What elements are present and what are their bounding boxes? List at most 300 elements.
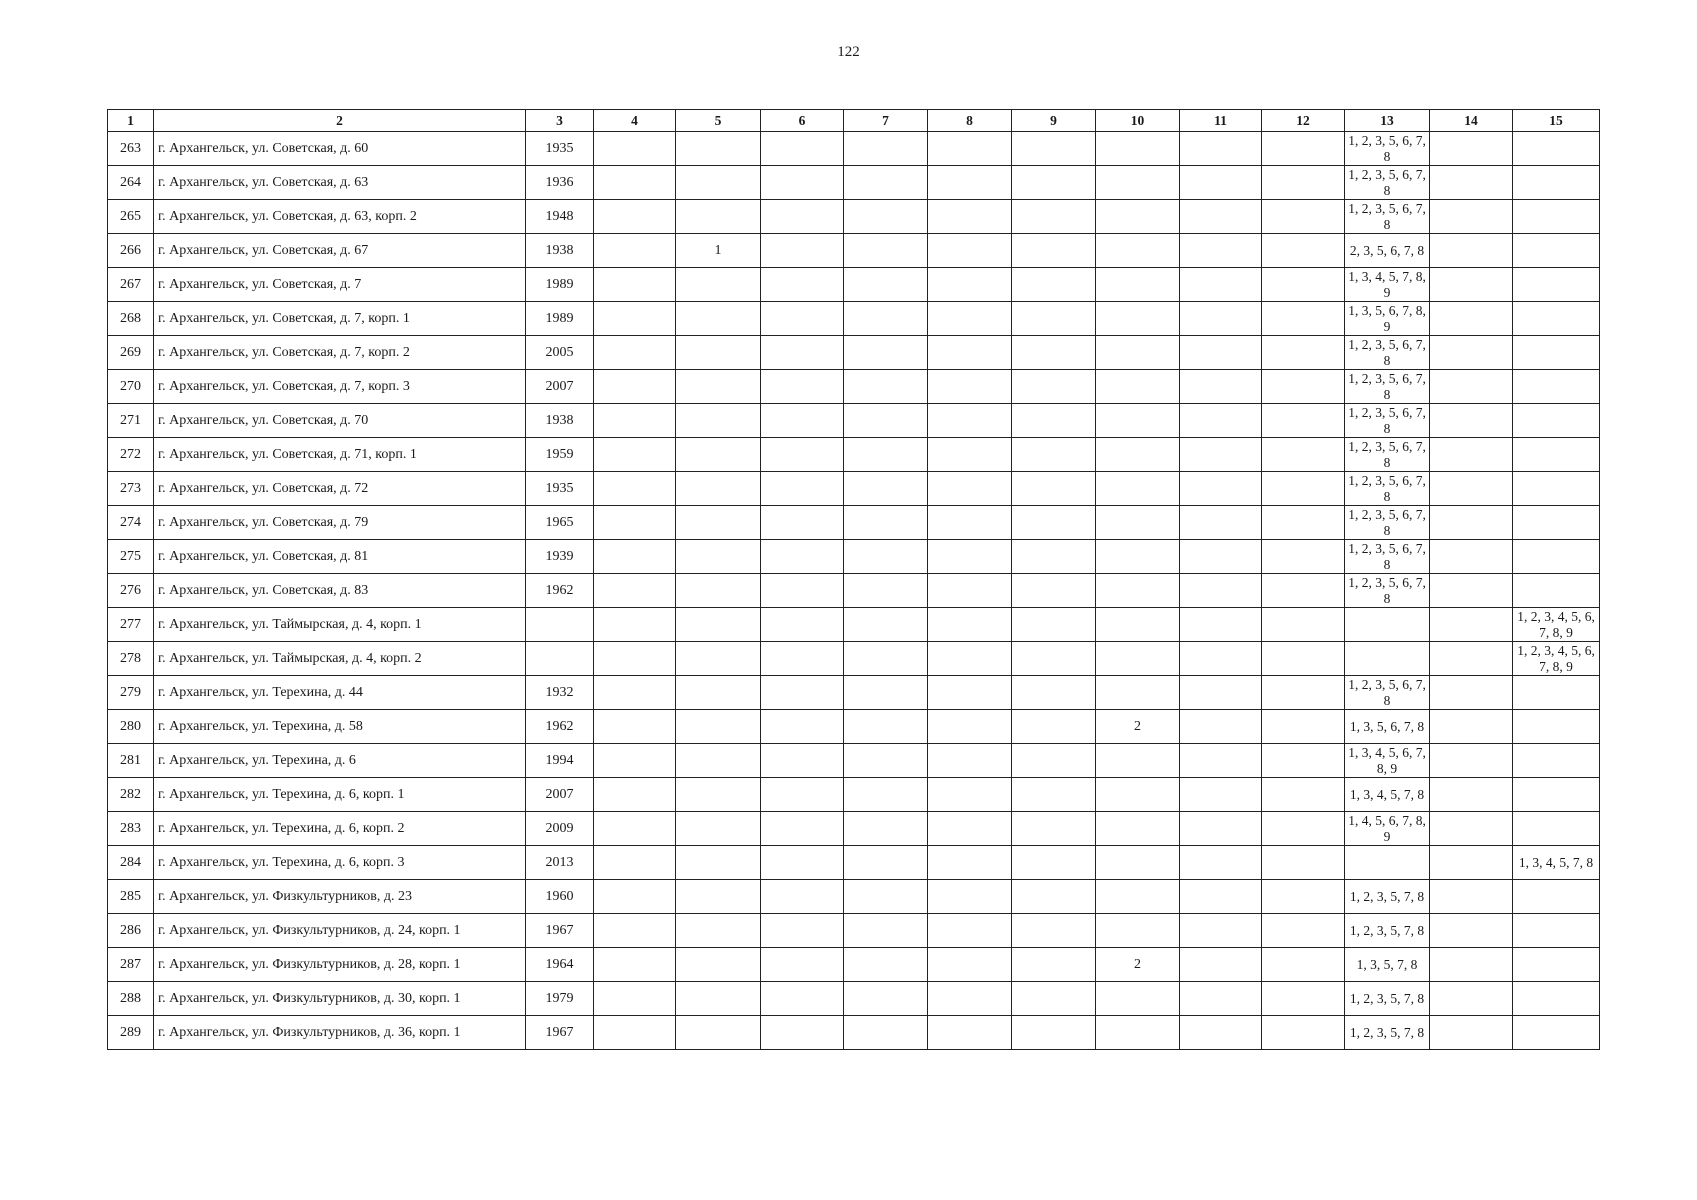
table-row	[108, 982, 1600, 1016]
address-cell: г. Архангельск, ул. Советская, д. 83	[154, 574, 526, 608]
col-14-cell	[1430, 744, 1513, 778]
row-number-cell: 281	[108, 744, 154, 778]
col-12-cell	[1262, 506, 1345, 540]
col-7-cell	[844, 302, 928, 336]
col-5-cell	[676, 166, 761, 200]
col-4-cell	[594, 948, 676, 982]
col-6-cell	[761, 234, 844, 268]
col-13-cell: 1, 3, 4, 5, 7, 8	[1345, 778, 1430, 812]
col-11-cell	[1180, 846, 1262, 880]
col-8-cell	[928, 948, 1012, 982]
year-cell: 1962	[526, 574, 594, 608]
col-7-cell	[844, 642, 928, 676]
col-8-cell	[928, 744, 1012, 778]
year-cell: 1989	[526, 302, 594, 336]
col-14-cell	[1430, 880, 1513, 914]
col-8-cell	[928, 166, 1012, 200]
col-15-cell	[1513, 472, 1600, 506]
col-8-cell	[928, 608, 1012, 642]
col-15-cell	[1513, 438, 1600, 472]
col-11-cell	[1180, 914, 1262, 948]
col-11-cell	[1180, 948, 1262, 982]
col-13-cell: 2, 3, 5, 6, 7, 8	[1345, 234, 1430, 268]
col-6-cell	[761, 982, 844, 1016]
col-7-cell	[844, 812, 928, 846]
col-5-cell	[676, 370, 761, 404]
col-10-cell	[1096, 302, 1180, 336]
table-header-row	[108, 110, 1600, 132]
col-8-cell	[928, 540, 1012, 574]
year-cell: 2005	[526, 336, 594, 370]
col-10-cell	[1096, 1016, 1180, 1050]
col-10-cell	[1096, 404, 1180, 438]
col-15-cell	[1513, 268, 1600, 302]
col-13-cell	[1345, 846, 1430, 880]
address-cell: г. Архангельск, ул. Терехина, д. 58	[154, 710, 526, 744]
col-14-cell	[1430, 676, 1513, 710]
col-11-cell	[1180, 268, 1262, 302]
col-7-cell	[844, 540, 928, 574]
col-5-cell	[676, 200, 761, 234]
col-5-cell	[676, 812, 761, 846]
col-6-cell	[761, 132, 844, 166]
col-11-cell	[1180, 880, 1262, 914]
col-12-cell	[1262, 642, 1345, 676]
col-11-cell	[1180, 574, 1262, 608]
col-5-cell	[676, 642, 761, 676]
col-4-cell	[594, 744, 676, 778]
col-10-cell	[1096, 778, 1180, 812]
row-number-cell: 269	[108, 336, 154, 370]
page-number: 122	[837, 44, 860, 60]
col-7-cell	[844, 438, 928, 472]
col-9-cell	[1012, 540, 1096, 574]
address-cell: г. Архангельск, ул. Советская, д. 71, корп. 1	[154, 438, 526, 472]
col-15-cell	[1513, 234, 1600, 268]
col-11-cell	[1180, 438, 1262, 472]
year-cell: 1938	[526, 404, 594, 438]
col-11-cell	[1180, 540, 1262, 574]
housing-register-table	[107, 109, 1600, 1050]
col-7-cell	[844, 880, 928, 914]
col-9-cell	[1012, 608, 1096, 642]
table-row	[108, 948, 1600, 982]
col-14-cell	[1430, 404, 1513, 438]
col-10-cell	[1096, 166, 1180, 200]
table-row	[108, 472, 1600, 506]
col-12-cell	[1262, 132, 1345, 166]
col-12-cell	[1262, 744, 1345, 778]
col-9-cell	[1012, 948, 1096, 982]
col-10-cell	[1096, 608, 1180, 642]
col-10-cell	[1096, 234, 1180, 268]
col-13-cell: 1, 2, 3, 5, 6, 7, 8	[1345, 336, 1430, 370]
col-10-cell	[1096, 846, 1180, 880]
col-7-cell	[844, 200, 928, 234]
col-15-cell	[1513, 132, 1600, 166]
col-5-cell	[676, 880, 761, 914]
col-13-cell: 1, 2, 3, 5, 6, 7, 8	[1345, 370, 1430, 404]
address-cell: г. Архангельск, ул. Терехина, д. 44	[154, 676, 526, 710]
column-header: 13	[1345, 110, 1430, 132]
year-cell: 1979	[526, 982, 594, 1016]
col-15-cell: 1, 2, 3, 4, 5, 6, 7, 8, 9	[1513, 642, 1600, 676]
table-row	[108, 778, 1600, 812]
col-11-cell	[1180, 744, 1262, 778]
col-4-cell	[594, 574, 676, 608]
col-10-cell	[1096, 200, 1180, 234]
year-cell: 1960	[526, 880, 594, 914]
col-10-cell	[1096, 506, 1180, 540]
col-8-cell	[928, 642, 1012, 676]
col-9-cell	[1012, 166, 1096, 200]
col-14-cell	[1430, 132, 1513, 166]
col-7-cell	[844, 166, 928, 200]
col-15-cell	[1513, 710, 1600, 744]
col-15-cell	[1513, 676, 1600, 710]
col-12-cell	[1262, 574, 1345, 608]
col-4-cell	[594, 200, 676, 234]
col-4-cell	[594, 438, 676, 472]
col-7-cell	[844, 948, 928, 982]
row-number-cell: 266	[108, 234, 154, 268]
col-8-cell	[928, 438, 1012, 472]
col-5-cell	[676, 744, 761, 778]
col-11-cell	[1180, 166, 1262, 200]
col-15-cell	[1513, 982, 1600, 1016]
table-row	[108, 370, 1600, 404]
col-7-cell	[844, 472, 928, 506]
column-header: 7	[844, 110, 928, 132]
year-cell: 1932	[526, 676, 594, 710]
col-5-cell	[676, 1016, 761, 1050]
col-12-cell	[1262, 166, 1345, 200]
row-number-cell: 263	[108, 132, 154, 166]
column-header: 11	[1180, 110, 1262, 132]
col-9-cell	[1012, 200, 1096, 234]
col-10-cell	[1096, 540, 1180, 574]
col-6-cell	[761, 302, 844, 336]
col-4-cell	[594, 710, 676, 744]
col-9-cell	[1012, 812, 1096, 846]
col-12-cell	[1262, 438, 1345, 472]
address-cell: г. Архангельск, ул. Советская, д. 79	[154, 506, 526, 540]
col-7-cell	[844, 710, 928, 744]
col-7-cell	[844, 846, 928, 880]
col-4-cell	[594, 608, 676, 642]
col-14-cell	[1430, 540, 1513, 574]
col-12-cell	[1262, 404, 1345, 438]
col-5-cell	[676, 438, 761, 472]
col-11-cell	[1180, 404, 1262, 438]
table-row	[108, 336, 1600, 370]
col-11-cell	[1180, 234, 1262, 268]
col-4-cell	[594, 982, 676, 1016]
address-cell: г. Архангельск, ул. Физкультурников, д. 30, корп. 1	[154, 982, 526, 1016]
address-cell: г. Архангельск, ул. Советская, д. 63	[154, 166, 526, 200]
col-12-cell	[1262, 812, 1345, 846]
col-15-cell	[1513, 370, 1600, 404]
address-cell: г. Архангельск, ул. Советская, д. 7, корп. 1	[154, 302, 526, 336]
col-9-cell	[1012, 472, 1096, 506]
col-14-cell	[1430, 778, 1513, 812]
table-row	[108, 642, 1600, 676]
col-6-cell	[761, 778, 844, 812]
col-5-cell	[676, 948, 761, 982]
col-8-cell	[928, 846, 1012, 880]
table-row	[108, 132, 1600, 166]
table-row	[108, 812, 1600, 846]
year-cell: 1967	[526, 914, 594, 948]
table-row	[108, 268, 1600, 302]
col-15-cell	[1513, 744, 1600, 778]
col-9-cell	[1012, 268, 1096, 302]
col-6-cell	[761, 744, 844, 778]
col-13-cell: 1, 2, 3, 5, 7, 8	[1345, 880, 1430, 914]
col-13-cell: 1, 2, 3, 5, 6, 7, 8	[1345, 472, 1430, 506]
col-9-cell	[1012, 438, 1096, 472]
col-13-cell: 1, 2, 3, 5, 6, 7, 8	[1345, 574, 1430, 608]
col-8-cell	[928, 880, 1012, 914]
address-cell: г. Архангельск, ул. Советская, д. 72	[154, 472, 526, 506]
address-cell: г. Архангельск, ул. Терехина, д. 6, корп. 1	[154, 778, 526, 812]
row-number-cell: 268	[108, 302, 154, 336]
year-cell: 1936	[526, 166, 594, 200]
row-number-cell: 264	[108, 166, 154, 200]
col-13-cell: 1, 3, 5, 7, 8	[1345, 948, 1430, 982]
year-cell: 1935	[526, 132, 594, 166]
col-14-cell	[1430, 472, 1513, 506]
col-5-cell: 1	[676, 234, 761, 268]
col-4-cell	[594, 336, 676, 370]
col-13-cell	[1345, 608, 1430, 642]
col-5-cell	[676, 778, 761, 812]
col-12-cell	[1262, 1016, 1345, 1050]
col-8-cell	[928, 676, 1012, 710]
year-cell: 1939	[526, 540, 594, 574]
col-12-cell	[1262, 948, 1345, 982]
row-number-cell: 271	[108, 404, 154, 438]
col-6-cell	[761, 710, 844, 744]
col-7-cell	[844, 744, 928, 778]
col-6-cell	[761, 676, 844, 710]
col-10-cell	[1096, 642, 1180, 676]
col-7-cell	[844, 676, 928, 710]
col-6-cell	[761, 268, 844, 302]
address-cell: г. Архангельск, ул. Терехина, д. 6, корп. 3	[154, 846, 526, 880]
col-10-cell	[1096, 370, 1180, 404]
table-row	[108, 200, 1600, 234]
col-9-cell	[1012, 710, 1096, 744]
col-9-cell	[1012, 778, 1096, 812]
col-13-cell: 1, 2, 3, 5, 6, 7, 8	[1345, 132, 1430, 166]
col-15-cell	[1513, 302, 1600, 336]
row-number-cell: 284	[108, 846, 154, 880]
col-8-cell	[928, 472, 1012, 506]
col-14-cell	[1430, 812, 1513, 846]
col-6-cell	[761, 404, 844, 438]
col-4-cell	[594, 1016, 676, 1050]
column-header: 5	[676, 110, 761, 132]
col-5-cell	[676, 472, 761, 506]
col-9-cell	[1012, 982, 1096, 1016]
col-4-cell	[594, 914, 676, 948]
col-13-cell: 1, 2, 3, 5, 6, 7, 8	[1345, 676, 1430, 710]
col-13-cell: 1, 2, 3, 5, 6, 7, 8	[1345, 506, 1430, 540]
row-number-cell: 267	[108, 268, 154, 302]
col-11-cell	[1180, 608, 1262, 642]
address-cell: г. Архангельск, ул. Физкультурников, д. 36, корп. 1	[154, 1016, 526, 1050]
col-6-cell	[761, 880, 844, 914]
year-cell: 1967	[526, 1016, 594, 1050]
table-row	[108, 166, 1600, 200]
col-10-cell	[1096, 982, 1180, 1016]
address-cell: г. Архангельск, ул. Советская, д. 81	[154, 540, 526, 574]
table-row	[108, 506, 1600, 540]
col-11-cell	[1180, 370, 1262, 404]
col-13-cell: 1, 2, 3, 5, 7, 8	[1345, 914, 1430, 948]
col-4-cell	[594, 846, 676, 880]
col-8-cell	[928, 132, 1012, 166]
col-14-cell	[1430, 608, 1513, 642]
table-row	[108, 302, 1600, 336]
col-15-cell	[1513, 166, 1600, 200]
col-14-cell	[1430, 166, 1513, 200]
col-5-cell	[676, 268, 761, 302]
col-13-cell: 1, 2, 3, 5, 6, 7, 8	[1345, 438, 1430, 472]
col-4-cell	[594, 302, 676, 336]
col-10-cell: 2	[1096, 948, 1180, 982]
col-10-cell	[1096, 880, 1180, 914]
col-5-cell	[676, 676, 761, 710]
col-8-cell	[928, 812, 1012, 846]
row-number-cell: 282	[108, 778, 154, 812]
col-13-cell: 1, 2, 3, 5, 7, 8	[1345, 1016, 1430, 1050]
col-7-cell	[844, 914, 928, 948]
table-row	[108, 540, 1600, 574]
col-12-cell	[1262, 472, 1345, 506]
col-7-cell	[844, 506, 928, 540]
col-4-cell	[594, 676, 676, 710]
col-8-cell	[928, 778, 1012, 812]
address-cell: г. Архангельск, ул. Таймырская, д. 4, корп. 1	[154, 608, 526, 642]
year-cell: 1994	[526, 744, 594, 778]
table-row	[108, 676, 1600, 710]
col-14-cell	[1430, 302, 1513, 336]
col-11-cell	[1180, 982, 1262, 1016]
col-5-cell	[676, 982, 761, 1016]
col-13-cell	[1345, 642, 1430, 676]
col-5-cell	[676, 914, 761, 948]
row-number-cell: 283	[108, 812, 154, 846]
table-row	[108, 1016, 1600, 1050]
col-10-cell	[1096, 472, 1180, 506]
col-6-cell	[761, 200, 844, 234]
col-12-cell	[1262, 234, 1345, 268]
col-12-cell	[1262, 880, 1345, 914]
col-4-cell	[594, 540, 676, 574]
col-4-cell	[594, 812, 676, 846]
column-header: 15	[1513, 110, 1600, 132]
col-14-cell	[1430, 336, 1513, 370]
address-cell: г. Архангельск, ул. Советская, д. 60	[154, 132, 526, 166]
col-11-cell	[1180, 132, 1262, 166]
col-7-cell	[844, 1016, 928, 1050]
table-row	[108, 914, 1600, 948]
col-6-cell	[761, 472, 844, 506]
address-cell: г. Архангельск, ул. Физкультурников, д. 28, корп. 1	[154, 948, 526, 982]
col-8-cell	[928, 710, 1012, 744]
col-10-cell	[1096, 336, 1180, 370]
col-8-cell	[928, 506, 1012, 540]
col-15-cell	[1513, 574, 1600, 608]
col-11-cell	[1180, 1016, 1262, 1050]
col-15-cell: 1, 3, 4, 5, 7, 8	[1513, 846, 1600, 880]
col-9-cell	[1012, 676, 1096, 710]
col-14-cell	[1430, 438, 1513, 472]
col-8-cell	[928, 914, 1012, 948]
col-12-cell	[1262, 200, 1345, 234]
col-12-cell	[1262, 336, 1345, 370]
col-14-cell	[1430, 982, 1513, 1016]
year-cell: 1935	[526, 472, 594, 506]
col-6-cell	[761, 608, 844, 642]
year-cell	[526, 608, 594, 642]
col-11-cell	[1180, 642, 1262, 676]
col-13-cell: 1, 3, 5, 6, 7, 8	[1345, 710, 1430, 744]
col-11-cell	[1180, 336, 1262, 370]
row-number-cell: 265	[108, 200, 154, 234]
col-8-cell	[928, 302, 1012, 336]
row-number-cell: 289	[108, 1016, 154, 1050]
col-9-cell	[1012, 234, 1096, 268]
col-12-cell	[1262, 302, 1345, 336]
col-15-cell	[1513, 506, 1600, 540]
col-13-cell: 1, 2, 3, 5, 6, 7, 8	[1345, 540, 1430, 574]
address-cell: г. Архангельск, ул. Советская, д. 63, корп. 2	[154, 200, 526, 234]
col-10-cell	[1096, 268, 1180, 302]
col-9-cell	[1012, 574, 1096, 608]
col-8-cell	[928, 268, 1012, 302]
column-header: 12	[1262, 110, 1345, 132]
address-cell: г. Архангельск, ул. Советская, д. 7	[154, 268, 526, 302]
col-7-cell	[844, 574, 928, 608]
col-15-cell: 1, 2, 3, 4, 5, 6, 7, 8, 9	[1513, 608, 1600, 642]
col-15-cell	[1513, 880, 1600, 914]
col-7-cell	[844, 234, 928, 268]
col-4-cell	[594, 132, 676, 166]
row-number-cell: 273	[108, 472, 154, 506]
col-5-cell	[676, 506, 761, 540]
year-cell: 1948	[526, 200, 594, 234]
col-11-cell	[1180, 200, 1262, 234]
row-number-cell: 286	[108, 914, 154, 948]
col-9-cell	[1012, 914, 1096, 948]
col-7-cell	[844, 608, 928, 642]
col-12-cell	[1262, 268, 1345, 302]
col-15-cell	[1513, 948, 1600, 982]
col-9-cell	[1012, 370, 1096, 404]
col-6-cell	[761, 948, 844, 982]
col-8-cell	[928, 200, 1012, 234]
col-6-cell	[761, 438, 844, 472]
col-8-cell	[928, 336, 1012, 370]
col-12-cell	[1262, 846, 1345, 880]
col-9-cell	[1012, 302, 1096, 336]
col-15-cell	[1513, 200, 1600, 234]
row-number-cell: 287	[108, 948, 154, 982]
col-13-cell: 1, 2, 3, 5, 6, 7, 8	[1345, 166, 1430, 200]
